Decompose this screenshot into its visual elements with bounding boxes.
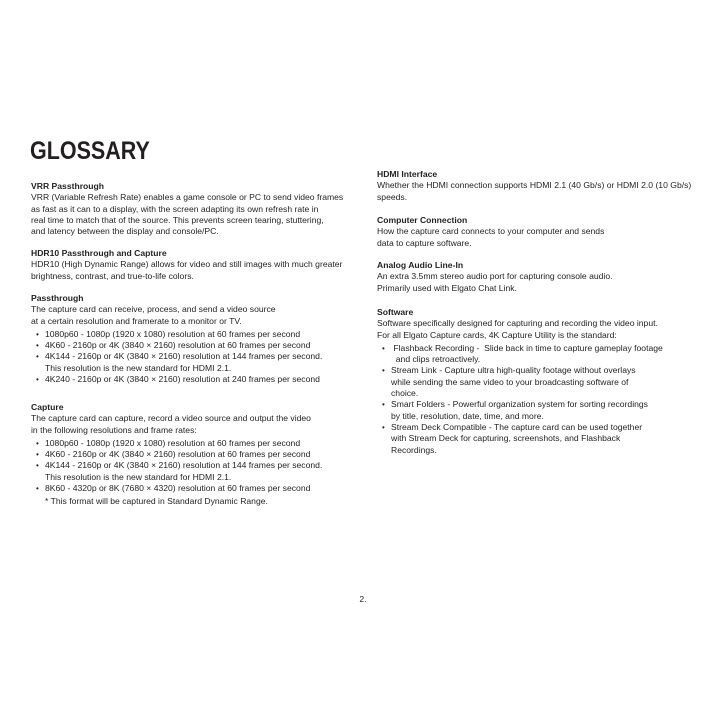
body-text-line: at a certain resolution and framerate to a monitor or TV.	[31, 315, 242, 326]
section-heading: Software	[377, 307, 414, 317]
bullet-item	[31, 340, 322, 351]
bullet-text: • 4K144 - 2160p or 4K (3840 × 2160) resolution at 144 frames per second.	[45, 351, 323, 362]
section-analog-audio-line-in	[377, 260, 613, 294]
bullet-text: • Stream Deck Compatible - The capture card can be used together	[391, 421, 643, 432]
bullet-text: Recordings.	[391, 444, 437, 455]
section-heading: Passthrough	[31, 293, 84, 303]
section-heading: VRR Passthrough	[31, 181, 105, 191]
bullet-text: • 1080p60 - 1080p (1920 x 1080) resolution at 60 frames per second	[45, 437, 301, 448]
body-text-line: Software specifically designed for capturing and recording the video input.	[377, 318, 658, 329]
body-text-line: in the following resolutions and frame rates:	[31, 424, 197, 435]
section-hdmi-interface	[377, 169, 691, 203]
body-text-line: HDR10 (High Dynamic Range) allows for video and still images with much greater	[31, 259, 343, 270]
bullet-text: • 4K144 - 2160p or 4K (3840 × 2160) resolution at 144 frames per second.	[45, 460, 323, 471]
section-software	[377, 307, 663, 456]
bullet-text: and clips retroactively.	[391, 354, 481, 365]
bullet-text: • 4K240 - 2160p or 4K (3840 × 2160) resolution at 240 frames per second	[45, 374, 320, 385]
bullet-text: by title, resolution, date, time, and more.	[391, 410, 544, 421]
section-passthrough	[31, 293, 322, 385]
body-text-line: as fast as it can to a display, with the screen adapting its own refresh rate in	[31, 203, 319, 214]
body-text-line: How the capture card connects to your computer and sends	[377, 226, 605, 237]
bullet-item	[377, 422, 663, 456]
body-text-line: Whether the HDMI connection supports HDMI 2.1 (40 Gb/s) or HDMI 2.0 (10 Gb/s)	[377, 180, 692, 191]
body-text-line: real time to match that of the source. This prevents screen tearing, stuttering,	[31, 214, 324, 225]
bullet-text: This resolution is the new standard for HDMI 2.1.	[45, 362, 232, 373]
bullet-text: • 4K60 - 2160p or 4K (3840 × 2160) resolution at 60 frames per second	[45, 340, 311, 351]
section-vrr-passthrough	[31, 181, 343, 237]
bullet-list	[31, 438, 322, 494]
body-text-line: An extra 3.5mm stereo audio port for capturing console audio.	[377, 271, 613, 282]
bullet-text: while sending the same video to your broadcasting software of	[391, 376, 629, 387]
body-text-line: brightness, contrast, and true-to-life colors.	[31, 270, 194, 281]
section-heading: Capture	[31, 402, 64, 412]
bullet-item	[377, 343, 663, 366]
section-capture	[31, 402, 322, 508]
body-text-line: The capture card can capture, record a video source and output the video	[31, 413, 311, 424]
bullet-list	[377, 343, 663, 456]
bullet-text: This resolution is the new standard for HDMI 2.1.	[45, 471, 232, 482]
page-number: 2.	[359, 594, 367, 604]
body-text-line: Primarily used with Elgato Chat Link.	[377, 282, 517, 293]
section-heading: Computer Connection	[377, 215, 468, 225]
body-text-line: and latency between the display and console/PC.	[31, 226, 219, 237]
section-heading: Analog Audio Line-In	[377, 260, 464, 270]
bullet-item	[31, 329, 322, 340]
section-heading: HDMI Interface	[377, 169, 438, 179]
body-text-line: speeds.	[377, 191, 408, 202]
body-text-line: VRR (Variable Refresh Rate) enables a game console or PC to send video frames	[31, 192, 344, 203]
bullet-item	[377, 399, 663, 422]
footnote: * This format will be captured in Standard Dynamic Range.	[45, 496, 268, 507]
bullet-text: with Stream Deck for capturing, screenshots, and Flashback	[391, 433, 621, 444]
body-text-line: The capture card can receive, process, and send a video source	[31, 304, 276, 315]
bullet-item	[31, 483, 322, 494]
bullet-text: • Flashback Recording - Slide back in time to capture gameplay footage	[391, 342, 663, 353]
bullet-text: • Smart Folders - Powerful organization system for sorting recordings	[391, 399, 648, 410]
section-hdr10-passthrough-and-capture	[31, 248, 342, 282]
bullet-text: • Stream Link - Capture ultra high-quality footage without overlays	[391, 365, 636, 376]
section-computer-connection	[377, 215, 604, 249]
page-title: GLOSSARY	[30, 137, 150, 165]
bullet-item	[31, 460, 322, 483]
bullet-text: • 8K60 - 4320p or 8K (7680 × 4320) resolution at 60 frames per second	[45, 483, 311, 494]
bullet-item	[377, 365, 663, 399]
bullet-item	[31, 351, 322, 374]
bullet-item	[31, 449, 322, 460]
bullet-item	[31, 374, 322, 385]
bullet-text: • 1080p60 - 1080p (1920 x 1080) resolution at 60 frames per second	[45, 328, 301, 339]
section-heading: HDR10 Passthrough and Capture	[31, 248, 167, 258]
bullet-text: • 4K60 - 2160p or 4K (3840 × 2160) resolution at 60 frames per second	[45, 449, 311, 460]
bullet-list	[31, 329, 322, 385]
bullet-text: choice.	[391, 388, 419, 399]
body-text-line: data to capture software.	[377, 237, 472, 248]
bullet-item	[31, 438, 322, 449]
body-text-line: For all Elgato Capture cards, 4K Capture Utility is the standard:	[377, 329, 617, 340]
